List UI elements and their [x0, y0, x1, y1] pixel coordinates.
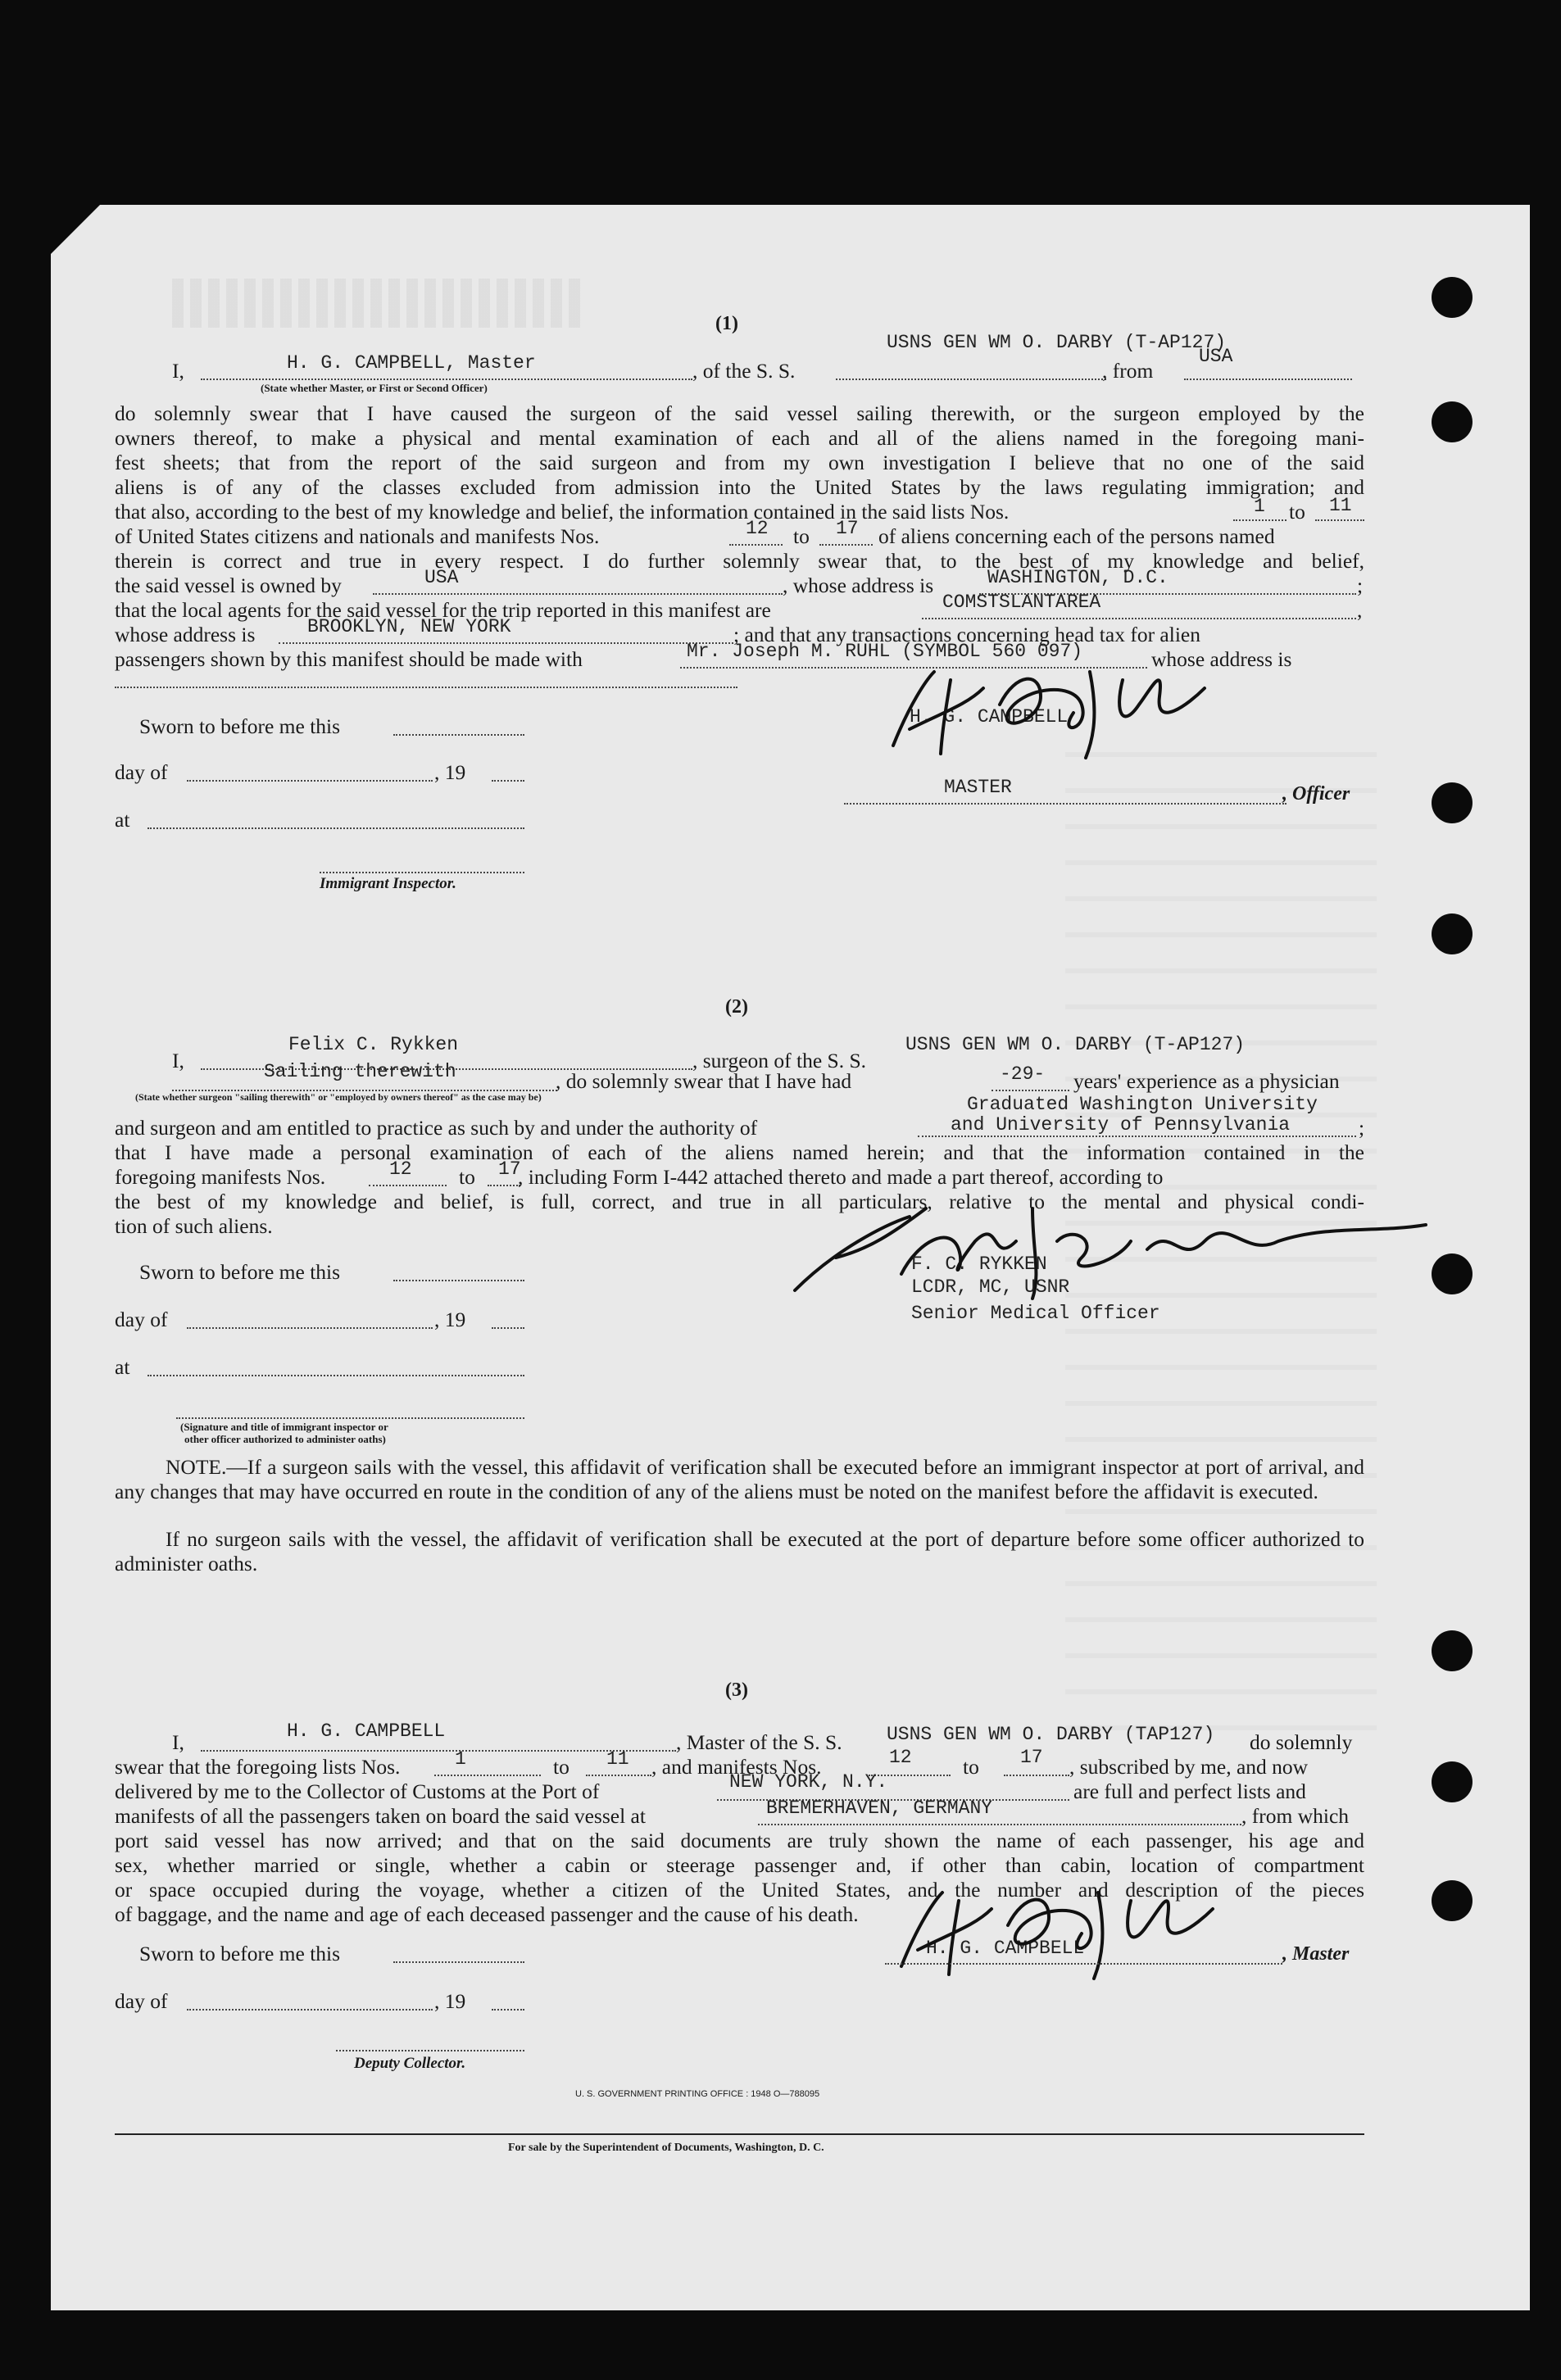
fill-line: [885, 1963, 1282, 1965]
section-2-manifests-from: 12: [389, 1158, 412, 1180]
punch-hole: [1432, 1253, 1473, 1294]
section-1-line-7-wrap: [115, 549, 1364, 573]
handwritten-signature-campbell-2: [885, 1876, 1246, 1983]
section-2-foregoing-text: foregoing manifests Nos.: [115, 1165, 326, 1189]
fill-line: [729, 544, 783, 546]
section-3-and-manifests: , and manifests Nos.: [651, 1755, 822, 1779]
section-3-lists-to: 11: [606, 1748, 629, 1770]
section-1-head-tax-agent: Mr. Joseph M. RUHL (SYMBOL 560 097): [687, 641, 1083, 662]
section-1-signature-typed: H. G. CAMPBELL: [910, 706, 1069, 728]
section-3-sworn: Sworn to before me this: [139, 1942, 341, 1965]
section-3-solemnly: do solemnly: [1250, 1730, 1353, 1754]
fill-line: [369, 1185, 447, 1186]
section-2-semicolon: ;: [1359, 1116, 1365, 1140]
section-2-manifests-to: 17: [498, 1158, 521, 1180]
section-2-capacity: Sailing therewith: [264, 1061, 456, 1082]
text-line: or space occupied during the voyage, whether a citizen of the United States, and the number and description of the pieces: [115, 1878, 1364, 1902]
fill-line: [492, 2009, 524, 2011]
section-2-swear-text: , do solemnly swear that I have had: [556, 1069, 852, 1093]
section-1-officer-title: MASTER: [944, 777, 1012, 798]
section-3-to-2: to: [963, 1755, 979, 1779]
fill-line: [320, 872, 524, 873]
section-1-head-tax-text: ; and that any transactions concerning head tax for alien: [733, 623, 1200, 646]
section-1-agents-address: BROOKLYN, NEW YORK: [307, 616, 511, 637]
section-1-to: to: [1289, 500, 1305, 524]
section-3-day-of: day of: [115, 1989, 168, 2013]
fill-line: [918, 1136, 1356, 1137]
note-paragraph-2: [115, 1527, 1364, 1576]
section-3-lists-from: 1: [455, 1748, 466, 1770]
fill-line: [492, 1327, 524, 1329]
fill-line: [279, 642, 733, 644]
text-line: fest sheets; that from the report of the said surgeon and from my own investigation I believe that no one of the said: [115, 451, 1364, 474]
punch-hole: [1432, 401, 1473, 442]
section-3-swear-text: swear that the foregoing lists Nos.: [115, 1755, 401, 1779]
section-2-day-of: day of: [115, 1308, 168, 1331]
note-label: NOTE.: [166, 1455, 227, 1479]
fill-line: [201, 379, 692, 380]
text-line: of baggage, and the name and age of each deceased passenger and the cause of his death.: [115, 1902, 859, 1926]
section-2-signer-1: F. C. RYKKEN: [911, 1253, 1047, 1275]
text-line: sex, whether married or single, whether a cabin or steerage passenger and, if other than cabin, location of compartment: [115, 1853, 1364, 1877]
section-1-lists-to: 11: [1329, 495, 1352, 516]
section-2-number: (2): [725, 996, 748, 1018]
section-2-signer-3: Senior Medical Officer: [911, 1303, 1160, 1324]
fill-line: [1233, 519, 1286, 521]
section-3-signature-typed: H. G. CAMPBELL: [926, 1938, 1085, 1959]
section-2-at: at: [115, 1355, 130, 1379]
text-line: aliens is of any of the classes excluded from admission into the United States by the laws regulating immigration; and: [115, 475, 1364, 499]
section-2-authority-line-2: and University of Pennsylvania: [951, 1114, 1291, 1136]
section-2-vessel: USNS GEN WM O. DARBY (T-AP127): [905, 1034, 1246, 1055]
section-1-day-of: day of: [115, 760, 168, 784]
section-1-owner-address: WASHINGTON, D.C.: [987, 567, 1168, 588]
fill-line: [187, 780, 433, 782]
section-3-master-name: H. G. CAMPBELL: [287, 1720, 446, 1742]
fill-line: [336, 2050, 524, 2051]
section-3-manifests-to: 17: [1020, 1747, 1043, 1768]
section-2-line-a-wrap: [115, 1140, 1364, 1165]
text-line: port said vessel has now arrived; and that on the said documents are truly shown the name of each passenger, his age and: [115, 1829, 1364, 1852]
footer-rule: [115, 2133, 1364, 2135]
section-3-delivered-text: delivered by me to the Collector of Customs at the Port of: [115, 1779, 600, 1803]
section-1-lists-from: 1: [1254, 496, 1265, 517]
section-3-departure-port: BREMERHAVEN, GERMANY: [766, 1797, 993, 1819]
section-1-whose-address-end: whose address is: [1151, 647, 1292, 671]
fill-line: [1315, 519, 1364, 521]
fill-line: [393, 1961, 524, 1963]
fill-line: [147, 827, 524, 829]
fill-line: [1184, 379, 1352, 380]
section-1-aliens-text: of aliens concerning each of the persons named: [878, 524, 1275, 548]
section-1-master-name: H. G. CAMPBELL, Master: [287, 352, 536, 374]
section-1-sworn: Sworn to before me this: [139, 714, 341, 738]
section-3-full-perfect: are full and perfect lists and: [1073, 1779, 1306, 1803]
fill-line: [393, 734, 524, 736]
fill-line: [488, 1185, 520, 1186]
text-line: that I have made a personal examination of each of the aliens named herein; and that the information contained in the: [115, 1140, 1364, 1164]
section-2-capacity-caption: (State whether surgeon "sailing therewith" or "employed by owners thereof" as the case may be): [135, 1091, 542, 1103]
punch-hole: [1432, 913, 1473, 954]
section-2-years: -29-: [1000, 1063, 1046, 1085]
fill-line: [393, 1280, 524, 1281]
section-2-to: to: [459, 1165, 475, 1189]
punch-hole: [1432, 782, 1473, 823]
section-2-authority-line-1: Graduated Washington University: [967, 1094, 1318, 1115]
section-3-i-label: I,: [172, 1730, 184, 1754]
fill-line: [844, 803, 1286, 805]
section-3-manifests-text: manifests of all the passengers taken on board the said vessel at: [115, 1804, 646, 1828]
section-1-line-9: that the local agents for the said vessel for the trip reported in this manifest are: [115, 598, 771, 622]
section-3-deputy-caption: Deputy Collector.: [354, 2055, 466, 2072]
section-2-sworn: Sworn to before me this: [139, 1260, 341, 1284]
section-1-inspector-caption: Immigrant Inspector.: [320, 875, 456, 892]
fill-line: [992, 1090, 1069, 1091]
fill-line: [922, 618, 1356, 619]
section-1-caption: (State whether Master, or First or Second Officer): [261, 382, 488, 394]
section-3-vessel: USNS GEN WM O. DARBY (TAP127): [887, 1724, 1215, 1745]
fill-line: [434, 1775, 541, 1776]
punch-hole: [1432, 1630, 1473, 1671]
section-3-manifests-from: 12: [889, 1747, 912, 1768]
note-text-2: If no surgeon sails with the vessel, the affidavit of verification shall be executed at the port of departure before some officer authorized to administer oaths.: [115, 1527, 1364, 1575]
fill-line: [758, 1824, 1241, 1825]
section-2-nineteen: , 19: [434, 1308, 466, 1331]
section-2-signer-2: LCDR, MC, USNR: [911, 1276, 1070, 1298]
section-3-subscribed: , subscribed by me, and now: [1069, 1755, 1309, 1779]
punch-hole: [1432, 1761, 1473, 1802]
section-3-number: (3): [725, 1680, 748, 1701]
fill-line: [492, 780, 524, 782]
punch-hole: [1432, 1880, 1473, 1921]
section-3-nineteen: , 19: [434, 1989, 466, 2013]
section-2-i-label: I,: [172, 1049, 184, 1072]
fill-line: [1004, 1775, 1069, 1776]
bleed-through-texture: [172, 279, 582, 328]
section-1-line-8: the said vessel is owned by: [115, 573, 342, 597]
section-1-at: at: [115, 808, 130, 832]
section-3-to: to: [553, 1755, 569, 1779]
section-1-comma: ,: [1357, 598, 1363, 622]
section-1-line-5: that also, according to the best of my knowledge and belief, the information contained in the said lists Nos.: [115, 500, 1010, 524]
section-1-paragraph: [115, 401, 1364, 500]
fill-line: [187, 2009, 433, 2011]
section-1-agents: COMSTSLANTAREA: [942, 592, 1101, 613]
text-line: the best of my knowledge and belief, is full, correct, and true in all particulars, relative to the mental and physical condi-: [115, 1190, 1364, 1213]
fill-line: [176, 1417, 524, 1419]
section-2-surgeon-name: Felix C. Rykken: [288, 1034, 459, 1055]
fill-line: [115, 687, 737, 688]
section-1-line-11: passengers shown by this manifest should be made with: [115, 647, 583, 671]
section-1-semicolon: ;: [1357, 573, 1364, 597]
section-1-nineteen: , 19: [434, 760, 466, 784]
handwritten-signature-campbell: [877, 655, 1237, 770]
section-3-master-of: , Master of the S. S.: [676, 1730, 842, 1754]
section-1-line-6: of United States citizens and nationals and manifests Nos.: [115, 524, 600, 548]
section-1-from-label: , from: [1102, 359, 1154, 383]
text-line: owners thereof, to make a physical and mental examination of each and all of the aliens named in the foregoing mani-: [115, 426, 1364, 450]
text-line: therein is correct and true in every respect. I do further solemnly swear that, to the best of my knowledge and belief,: [115, 549, 1364, 573]
section-1-of-ss: , of the S. S.: [692, 359, 796, 383]
section-2-sig-caption-1: (Signature and title of immigrant inspector or: [180, 1421, 388, 1433]
fill-line: [201, 1750, 676, 1752]
section-1-vessel: USNS GEN WM O. DARBY (T-AP127): [887, 332, 1227, 353]
section-1-manifests-to: 17: [836, 518, 859, 539]
section-1-line-10: whose address is: [115, 623, 256, 646]
handwritten-signature-rykken: [787, 1192, 1434, 1307]
section-1-whose-address: , whose address is: [783, 573, 934, 597]
section-2-authority-text: and surgeon and am entitled to practice as such by and under the authority of: [115, 1116, 758, 1140]
section-3-port: NEW YORK, N.Y.: [729, 1771, 888, 1793]
note-paragraph-1: [115, 1455, 1364, 1504]
section-3-from-which: , from which: [1241, 1804, 1350, 1828]
section-2-years-text: years' experience as a physician: [1073, 1069, 1340, 1093]
section-2-surgeon-of: , surgeon of the S. S.: [692, 1049, 867, 1072]
section-2-sig-caption-2: other officer authorized to administer oaths): [184, 1433, 386, 1445]
fill-line: [373, 593, 783, 595]
section-1-from-value: USA: [1199, 346, 1233, 367]
fill-line: [187, 1327, 433, 1329]
text-line: do solemnly swear that I have caused the surgeon of the said vessel sailing therewith, or the surgeon employed by the: [115, 401, 1364, 425]
fill-line: [836, 379, 1106, 380]
footer-sale-line: For sale by the Superintendent of Documents, Washington, D. C.: [508, 2142, 824, 2154]
text-line: tion of such aliens.: [115, 1214, 273, 1238]
fill-line: [586, 1775, 651, 1776]
section-1-i-label: I,: [172, 359, 184, 383]
section-1-number: (1): [715, 313, 738, 334]
section-1-manifests-from: 12: [746, 518, 769, 539]
note-text-1: —If a surgeon sails with the vessel, this affidavit of verification shall be executed before an immigrant inspector at port of arrival, and any changes that may have occurred en route in the condition of any of the aliens must be noted on the manifest before the affidavit is executed.: [115, 1455, 1364, 1503]
punch-hole: [1432, 277, 1473, 318]
section-3-master-label: , Master: [1282, 1943, 1350, 1965]
printing-office-line: U. S. GOVERNMENT PRINTING OFFICE : 1948 O—788095: [575, 2089, 820, 2099]
section-1-officer-label: , Officer: [1282, 783, 1350, 805]
section-2-form-text: , including Form I-442 attached thereto and made a part thereof, according to: [518, 1165, 1164, 1189]
fill-line: [147, 1375, 524, 1376]
section-1-to-2: to: [793, 524, 810, 548]
section-1-owner: USA: [424, 567, 459, 588]
fill-line: [819, 544, 873, 546]
